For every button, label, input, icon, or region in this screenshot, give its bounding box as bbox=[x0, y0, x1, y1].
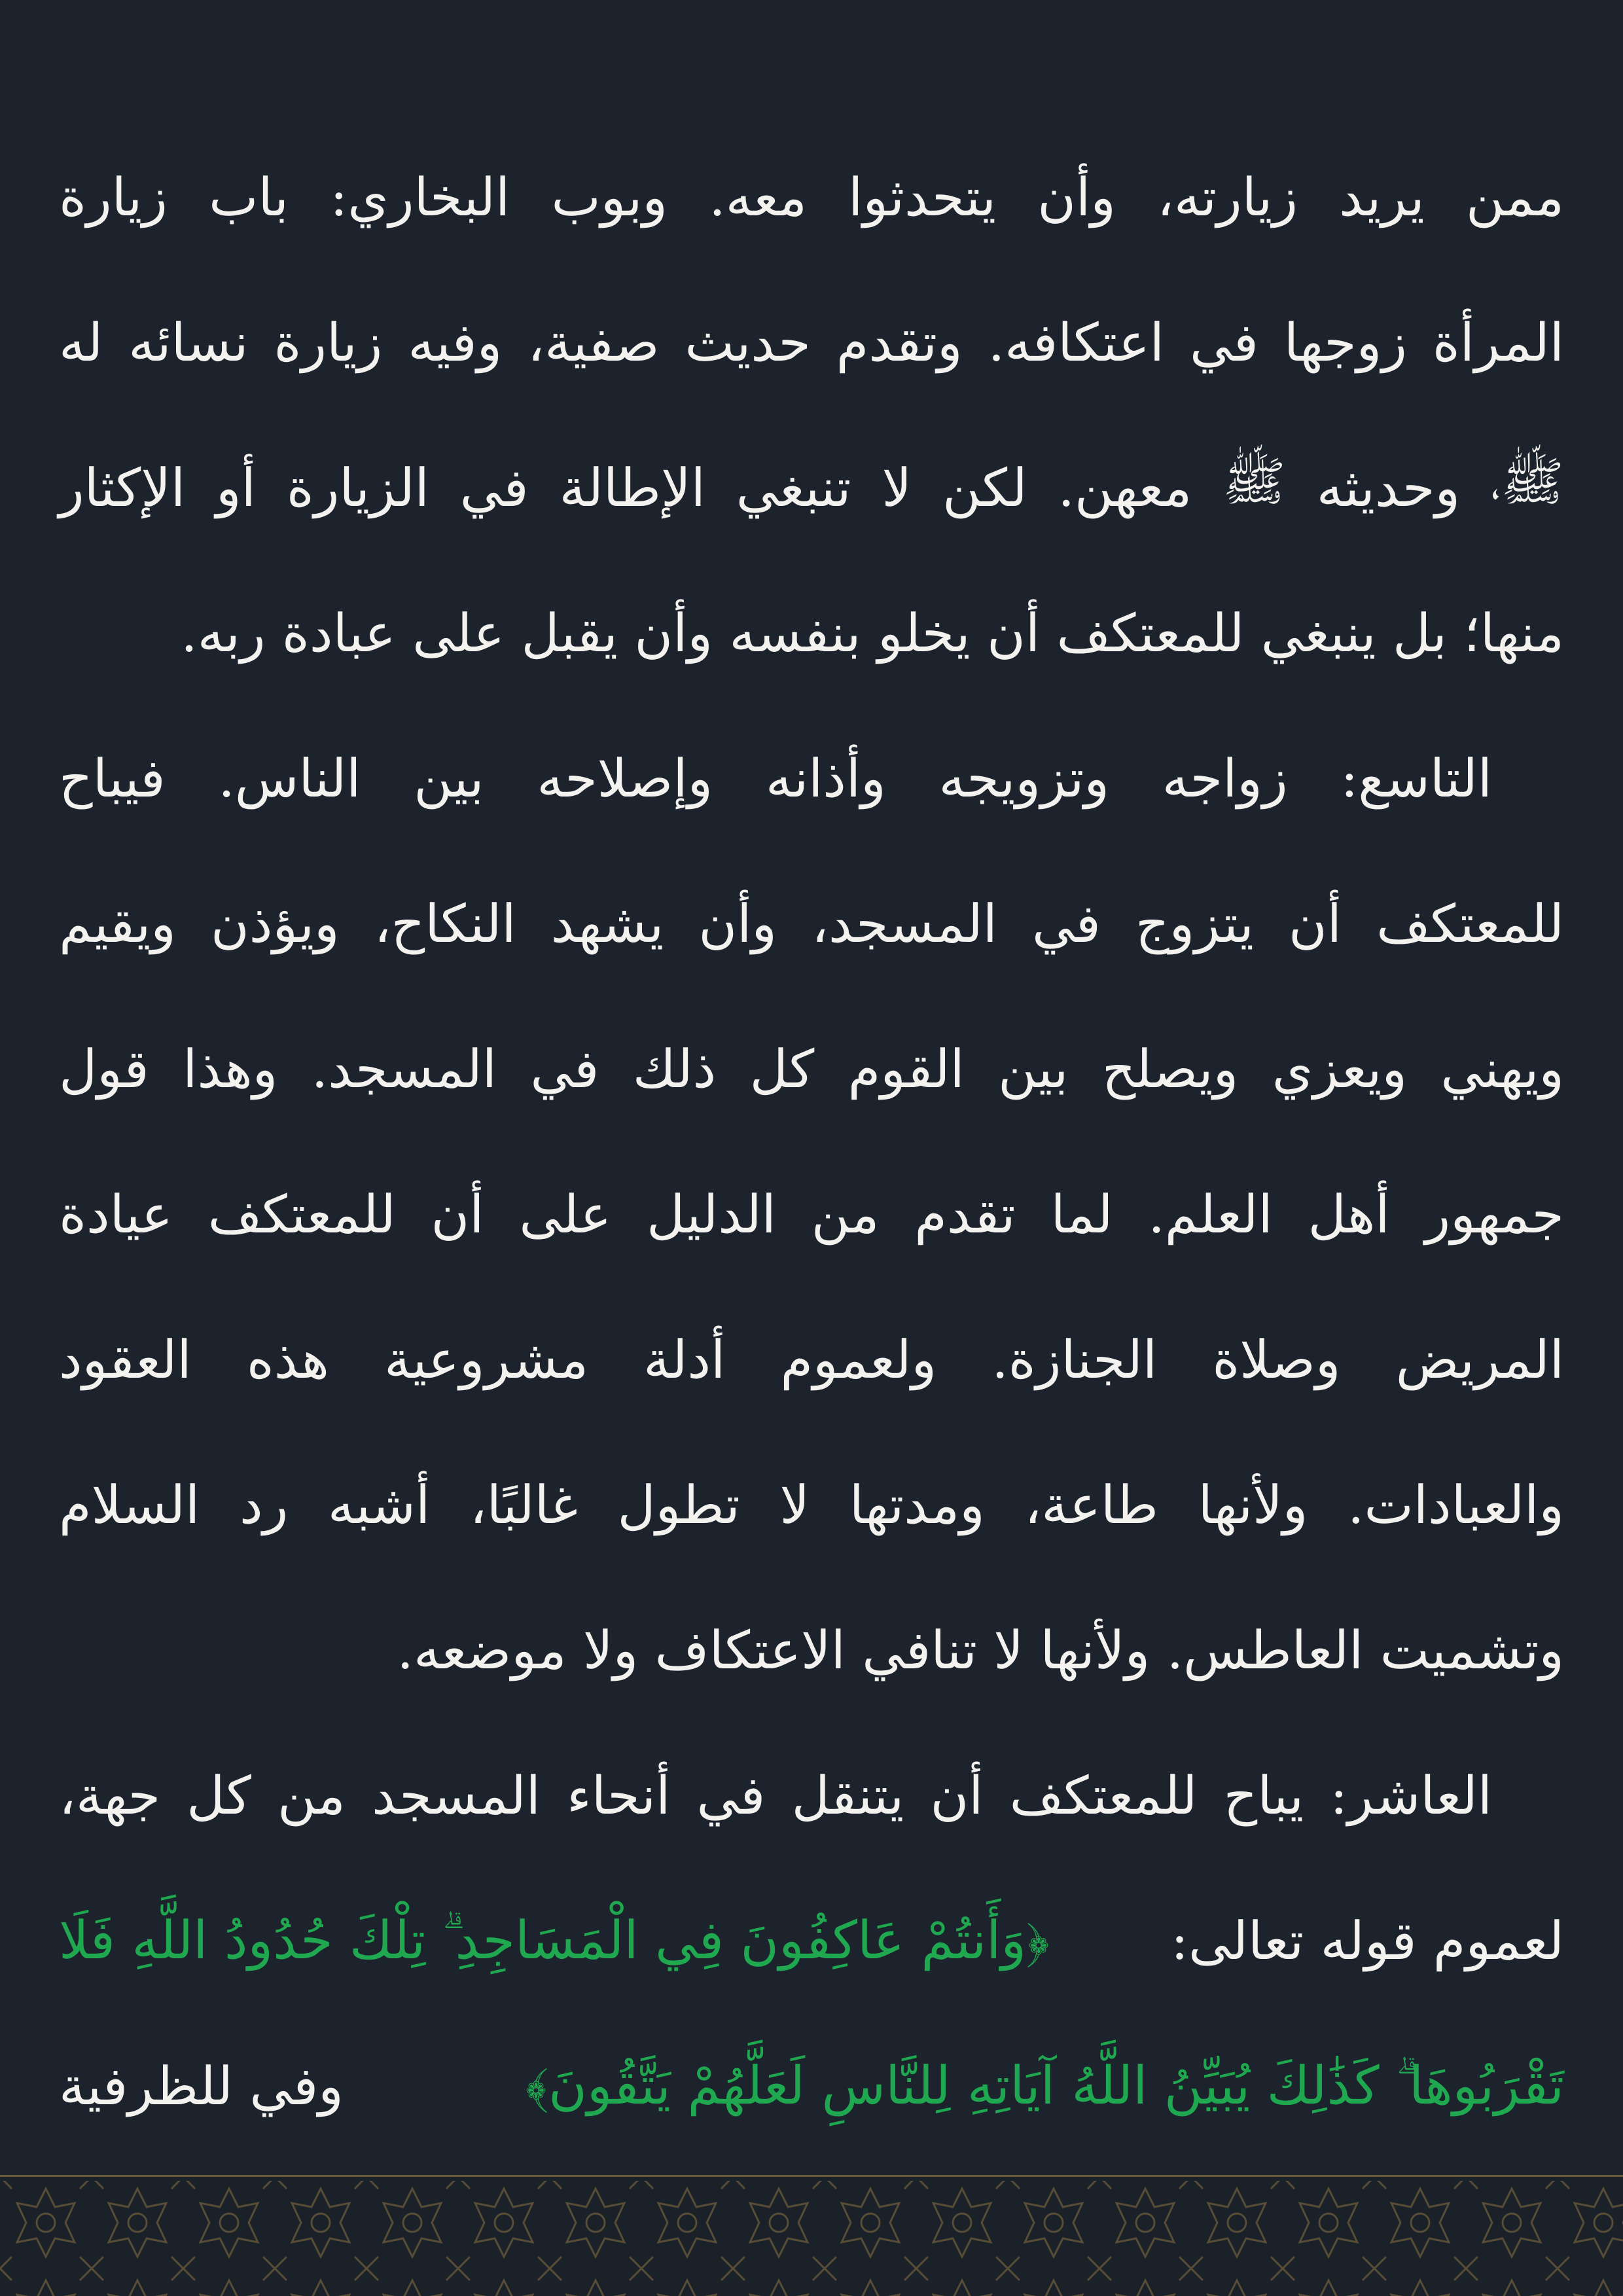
word: تقدم bbox=[914, 1183, 1016, 1245]
word: ويؤذن bbox=[211, 893, 340, 954]
text-line bbox=[59, 1287, 1564, 1432]
word: بين bbox=[414, 747, 484, 809]
word: العقود bbox=[59, 1329, 192, 1390]
word: يتحدثوا bbox=[848, 166, 997, 228]
word: معهن. bbox=[1058, 457, 1192, 518]
word: وأن bbox=[698, 893, 777, 954]
word: ويعزي bbox=[1272, 1038, 1407, 1100]
word: عيادة bbox=[59, 1183, 173, 1245]
text-line-with-quran bbox=[59, 1868, 1564, 2013]
text-line-with-quran bbox=[59, 2013, 1564, 2159]
word: الجنازة. bbox=[991, 1329, 1158, 1390]
text-line: وتشميت العاطس. ولأنها لا تنافي الاعتكاف ولا موضعه. bbox=[397, 1619, 1564, 1681]
word: أدلة bbox=[643, 1329, 726, 1390]
word: تطول bbox=[617, 1474, 740, 1535]
word: في bbox=[530, 1038, 599, 1100]
word: فيباح bbox=[59, 747, 166, 809]
word: ﷺ bbox=[1222, 451, 1286, 512]
word: معه. bbox=[709, 166, 807, 228]
word: صفية، bbox=[527, 312, 660, 373]
word: التاسع: bbox=[1340, 747, 1492, 809]
quran-verse: تَقْرَبُوهَا ۗ كَذَٰلِكَ يُبَيِّنُ اللَّهُ آيَاتِهِ لِلنَّاسِ لَعَلَّهُمْ يَتَّقُونَ﴾ bbox=[525, 2055, 1564, 2116]
word: يتزوج bbox=[1135, 893, 1254, 954]
word: وتزويجه bbox=[938, 747, 1109, 809]
word: كل bbox=[187, 1765, 251, 1826]
word: المرأة bbox=[1432, 312, 1564, 373]
word: غالبًا، bbox=[469, 1474, 578, 1535]
word: رد bbox=[239, 1474, 289, 1535]
ornamental-footer bbox=[0, 2175, 1623, 2296]
word: زيارة bbox=[59, 166, 168, 228]
word: والعبادات. bbox=[1347, 1474, 1564, 1535]
word: هذه bbox=[246, 1329, 329, 1390]
text-line bbox=[59, 124, 1564, 270]
word: باب bbox=[209, 166, 289, 228]
word: كل bbox=[749, 1038, 815, 1100]
word: قول bbox=[59, 1038, 149, 1100]
word: ولعموم bbox=[780, 1329, 937, 1390]
word: القوم bbox=[847, 1038, 965, 1100]
word: جمهور bbox=[1425, 1183, 1564, 1245]
text-line bbox=[59, 996, 1564, 1141]
word: وأن bbox=[1037, 166, 1116, 228]
word: في bbox=[1189, 312, 1258, 373]
word: زيارته، bbox=[1157, 166, 1298, 228]
word: وحديثه bbox=[1316, 457, 1461, 518]
word: للمعتكف bbox=[207, 1183, 396, 1245]
word: من bbox=[811, 1183, 880, 1245]
word: ممن bbox=[1466, 166, 1564, 228]
word: السلام bbox=[59, 1474, 200, 1535]
word: من bbox=[277, 1765, 346, 1826]
word: للمعتكف bbox=[1376, 893, 1564, 954]
text-line bbox=[59, 706, 1564, 851]
word: أن bbox=[431, 1183, 484, 1245]
word: أو bbox=[216, 457, 256, 518]
word: زيارة bbox=[274, 312, 383, 373]
word: نسائه bbox=[128, 312, 249, 373]
word: وهذا bbox=[183, 1038, 278, 1100]
word: أن bbox=[1289, 893, 1342, 954]
text-line bbox=[59, 1141, 1564, 1287]
text-line bbox=[59, 270, 1564, 415]
word: وصلاة bbox=[1212, 1329, 1341, 1390]
word: ذلك bbox=[632, 1038, 717, 1100]
word: المسجد، bbox=[812, 893, 997, 954]
word: ومدتها bbox=[849, 1474, 985, 1535]
word: الزيارة bbox=[286, 457, 429, 518]
word: النكاح، bbox=[374, 893, 516, 954]
word: وأذانه bbox=[765, 747, 886, 809]
word: تنبغي bbox=[736, 457, 851, 518]
text-line bbox=[59, 415, 1564, 560]
word: لما bbox=[1050, 1183, 1113, 1245]
word: وفيه bbox=[408, 312, 503, 373]
text-span: لعموم قوله تعالى: bbox=[1170, 1910, 1564, 1971]
text-line bbox=[59, 851, 1564, 996]
word: المسجد bbox=[372, 1765, 541, 1826]
word: المسجد. bbox=[311, 1038, 497, 1100]
word: العاشر: bbox=[1330, 1765, 1492, 1826]
word: لكن bbox=[942, 457, 1027, 518]
word: أشبه bbox=[327, 1474, 431, 1535]
word: اعتكافه. bbox=[988, 312, 1164, 373]
word: زواجه bbox=[1162, 747, 1288, 809]
quran-verse: ﴿وَأَنتُمْ عَاكِفُونَ فِي الْمَسَاجِدِ ۗ تِلْكَ حُدُودُ اللَّهِ فَلَا bbox=[59, 1910, 1050, 1971]
word: الدليل bbox=[647, 1183, 776, 1245]
word: وإصلاحه bbox=[537, 747, 713, 809]
word: ولأنها bbox=[1198, 1474, 1308, 1535]
word: الإكثار bbox=[59, 457, 186, 518]
word: لا bbox=[779, 1474, 810, 1535]
word: يباح bbox=[1223, 1765, 1304, 1826]
word: الإطالة bbox=[559, 457, 705, 518]
text-span: وفي للظرفية bbox=[59, 2055, 344, 2117]
word: أنحاء bbox=[567, 1765, 671, 1826]
word: أهل bbox=[1308, 1183, 1390, 1245]
word: لا bbox=[882, 457, 912, 518]
word: جهة، bbox=[59, 1765, 161, 1826]
geometric-star-pattern-icon bbox=[0, 2177, 1623, 2296]
word: في bbox=[459, 457, 529, 518]
text-line bbox=[59, 1723, 1564, 1868]
word: الناس. bbox=[218, 747, 361, 809]
word: بين bbox=[998, 1038, 1069, 1100]
text-line bbox=[59, 1432, 1564, 1577]
word: على bbox=[519, 1183, 612, 1245]
word: ويقيم bbox=[59, 893, 176, 954]
word: وبوب bbox=[551, 166, 668, 228]
word: حديث bbox=[685, 312, 811, 373]
text-line: منها؛ بل ينبغي للمعتكف أن يخلو بنفسه وأن يقبل على عبادة ربه. bbox=[181, 602, 1564, 664]
word: يشهد bbox=[550, 893, 664, 954]
word: ﷺ، bbox=[1491, 451, 1564, 512]
word: زوجها bbox=[1283, 312, 1407, 373]
word: يتنقل bbox=[791, 1765, 904, 1826]
word: له bbox=[59, 312, 103, 373]
word: المريض bbox=[1395, 1329, 1564, 1390]
word: العلم. bbox=[1148, 1183, 1273, 1245]
word: طاعة، bbox=[1024, 1474, 1158, 1535]
word: في bbox=[1031, 893, 1101, 954]
word: يريد bbox=[1339, 166, 1425, 228]
word: ويصلح bbox=[1101, 1038, 1239, 1100]
word: مشروعية bbox=[384, 1329, 588, 1390]
word: البخاري: bbox=[330, 166, 510, 228]
word: ويهني bbox=[1440, 1038, 1564, 1100]
word: للمعتكف bbox=[1009, 1765, 1198, 1826]
word: وتقدم bbox=[836, 312, 963, 373]
word: في bbox=[696, 1765, 766, 1826]
word: أن bbox=[930, 1765, 984, 1826]
